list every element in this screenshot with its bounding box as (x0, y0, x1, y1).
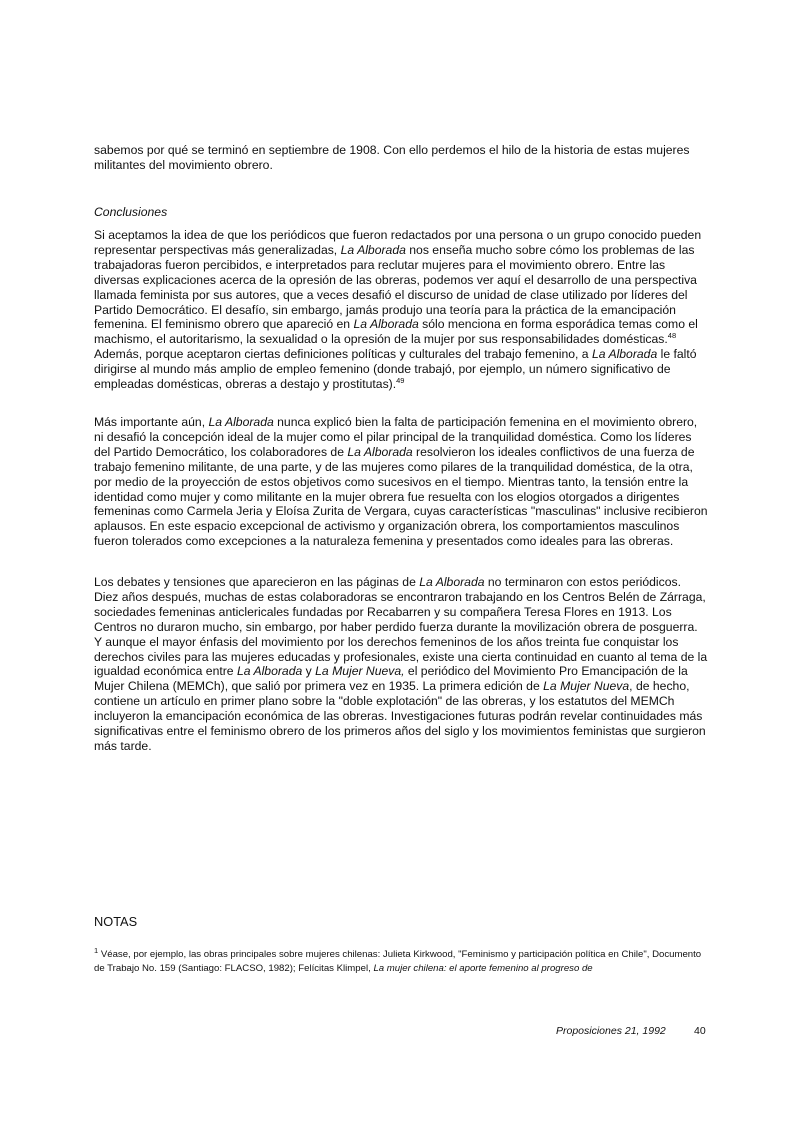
footnote-ref[interactable]: 48 (667, 331, 677, 341)
text-run: Si aceptamos la idea de que los periódicos que fueron redactados por una persona o un grupo conocido pueden representar perspectivas más generalizadas, (94, 228, 702, 257)
italic-title: La Mujer Nueva, (315, 664, 405, 679)
italic-title: La Alborada (591, 347, 658, 362)
text-run: no terminaron con estos periódicos. Diez años después, muchas de estas colaboradoras se encontraron trabajando en los Centros Belén de Zárraga, sociedades femeninas anticlericales fundadas por Recabarren y su compañera Teresa Flores en 1913. Los Centros no duraron mucho, sin embargo, por haber perdido fuerza durante la movilización obrera de posguerra. Y aunque el mayor énfasis del movimiento por los derechos femeninos de los años treinta fue conquistar los derechos civiles para las mujeres educadas y profesionales, existe una cierta continuidad en cuanto al tema de la igualdad económica entre (94, 575, 708, 679)
italic-title: La mujer chilena: el aporte femenino al progreso de (373, 962, 593, 974)
italic-title: La Mujer Nueva (543, 679, 630, 694)
text-run: sabemos por qué se terminó en septiembre de 1908. Con ello perdemos el hilo de la historia de estas mujeres militantes del movimiento obrero. (94, 143, 690, 172)
text-run: Los debates y tensiones que aparecieron en las páginas de (94, 575, 420, 589)
intro-paragraph (94, 143, 708, 173)
page-number: 40 (694, 1025, 706, 1037)
text-run: nunca explicó bien la falta de participación femenina en el movimiento obrero, ni desafió la concepción ideal de la mujer como el pilar principal de la tranquilidad doméstica. Como los líderes del Partido Democrático, los colaboradores de (94, 415, 698, 459)
footnote-ref[interactable]: 49 (396, 376, 405, 385)
italic-title: La Alborada (236, 664, 303, 679)
footnote-1 (94, 945, 708, 975)
italic-title: La Alborada (419, 575, 485, 589)
text-run: Véase, por ejemplo, las obras principales sobre mujeres chilenas: Julieta Kirkwood, "Feminismo y participación política en Chile", Documento de Trabajo No. 159 (Santiago: FLACSO, 1982); Felícitas Klimpel, (94, 949, 702, 974)
text-run: , de hecho, contiene un artículo en primer plano sobre la "doble explotación" de las obreras, y los estatutos del MEMCh incluyeron la emancipación económica de las obreras. Investigaciones futuras podrán revelar continuidades más significativas entre el feminismo obrero de los primeros años del siglo y los movimientos feministas que surgieron más tarde. (94, 679, 706, 753)
text-run: resolvieron los ideales conflictivos de una fuerza de trabajo femenino militante, de una parte, y de las mujeres como pilares de la tranquilidad doméstica, de la otra, por medio de la proyección de estos objetivos como sucesivos en el tiempo. Mientras tanto, la tensión entre la identidad como mujer y como militante en la mujer obrera fue resuelta con los elogios otorgados a dirigentes femeninas como Carmela Jeria y Eloísa Zurita de Vergara, cuyas características "masculinas" inclusive recibieron aplausos. En este espacio excepcional de activismo y organización obrera, los comportamientos masculinos fueron tolerados como excepciones a la naturaleza femenina y presentados como ideales para las obreras. (94, 444, 708, 549)
italic-title: La Alborada (208, 415, 274, 429)
footnote-number: 1 (94, 945, 99, 955)
text-run: le faltó dirigirse al mundo más amplio de empleo femenino (donde trabajó, por ejemplo, un número significativo de empleadas domésticas, obreras a destajo y prostitutas). (94, 347, 697, 392)
conclusion-paragraph-3 (94, 575, 708, 754)
text-run: el periódico del Movimiento Pro Emancipación de la Mujer Chilena (MEMCh), que salió por primera vez en 1935. La primera edición de (94, 664, 688, 694)
section-heading: Conclusiones (94, 205, 168, 219)
notes-heading: NOTAS (94, 914, 138, 929)
text-run: nos enseña mucho sobre cómo los problemas de las trabajadoras fueron percibidos, e interpretados para reclutar mujeres para el movimiento obrero. Entre las diversas explicaciones acerca de la opresión de las obreras, podemos ver aquí el desarrollo de una perspectiva llamada feminista por sus autores, que a veces desafió el discurso de unidad de clase utilizado por líderes del Partido Democrático. El desafío, sin embargo, jamás produjo una teoría para la práctica de la emancipación femenina. El feminismo obrero que apareció en (94, 242, 697, 332)
journal-citation: Proposiciones 21, 1992 (556, 1025, 666, 1037)
italic-title: La Alborada (353, 317, 419, 332)
text-run: Más importante aún, (94, 415, 209, 429)
text-run: sólo menciona en forma esporádica temas como el machismo, el autoritarismo, la sexualidad o la opresión de la mujer por sus responsabilidades domésticas. (94, 317, 698, 347)
italic-title: La Alborada (340, 242, 406, 257)
italic-title: La Alborada (347, 444, 413, 459)
conclusion-paragraph-2 (94, 415, 708, 549)
text-run: Además, porque aceptaron ciertas definiciones políticas y culturales del trabajo femenino, a (94, 347, 592, 362)
conclusion-paragraph-1 (94, 228, 708, 392)
text-run: y (302, 664, 316, 679)
